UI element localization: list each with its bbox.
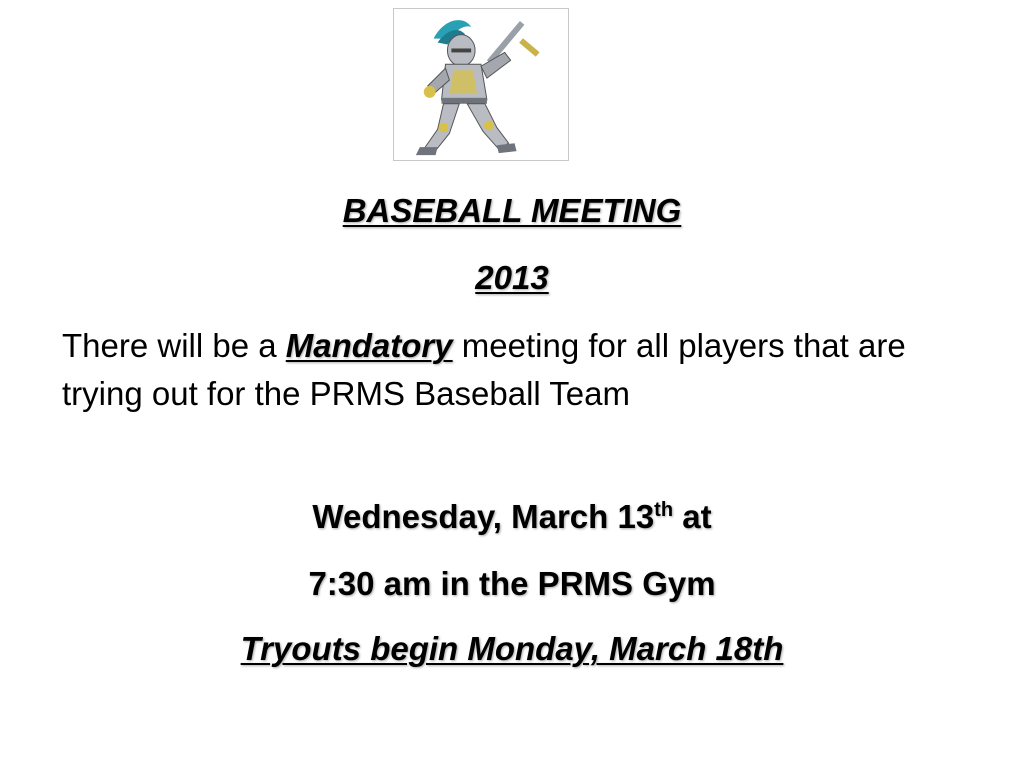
paragraph-prefix: There will be a — [62, 327, 286, 364]
knight-mascot-icon — [394, 9, 568, 160]
meeting-time-location: 7:30 am in the PRMS Gym — [308, 565, 716, 602]
meeting-year: 2013 — [475, 259, 549, 296]
knight-logo — [393, 8, 569, 161]
meeting-date — [0, 498, 1024, 536]
date-main: Wednesday, March 13 — [312, 498, 655, 535]
paragraph-suffix: meeting for all players that are trying out for the PRMS Baseball Team — [62, 327, 906, 412]
meeting-title: BASEBALL MEETING — [342, 192, 682, 229]
date-ordinal: th — [654, 499, 674, 521]
date-tail: at — [673, 498, 712, 535]
tryouts-date: Tryouts begin Monday, March 18th — [240, 630, 784, 667]
announcement-paragraph — [62, 322, 942, 418]
mandatory-emphasis: Mandatory — [285, 327, 453, 364]
